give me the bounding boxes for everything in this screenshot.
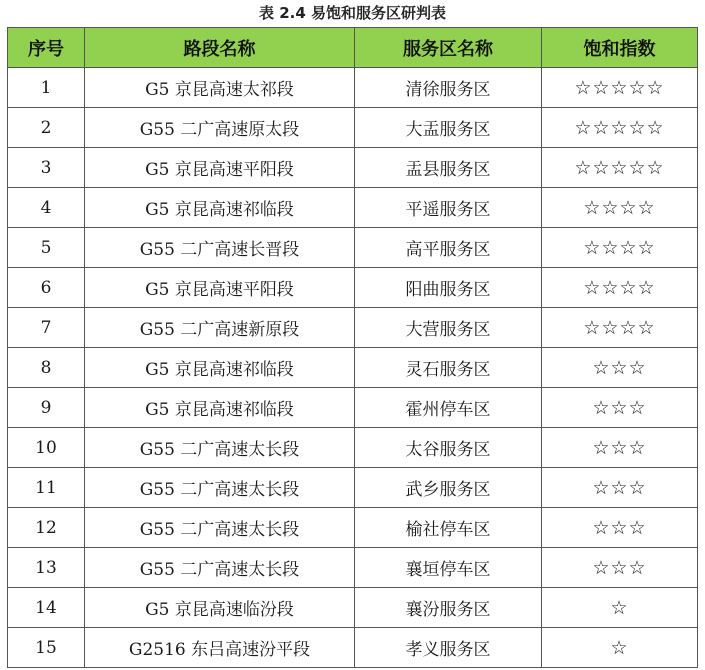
table-body bbox=[8, 68, 698, 668]
row-index-cell: 15 bbox=[8, 628, 85, 668]
row-index-cell: 12 bbox=[8, 508, 85, 548]
service-area-cell: 孝义服务区 bbox=[355, 628, 542, 668]
service-area-cell: 襄垣停车区 bbox=[355, 548, 542, 588]
header-service-area-name: 服务区名称 bbox=[355, 28, 542, 68]
table-row bbox=[8, 68, 698, 108]
saturation-stars-cell: ☆☆☆ bbox=[542, 468, 698, 508]
saturation-stars-cell: ☆☆☆☆ bbox=[542, 268, 698, 308]
road-name-cell: G5 京昆高速平阳段 bbox=[85, 148, 355, 188]
row-index-cell: 13 bbox=[8, 548, 85, 588]
saturation-stars-cell: ☆☆☆ bbox=[542, 548, 698, 588]
service-area-cell: 清徐服务区 bbox=[355, 68, 542, 108]
saturation-stars-cell: ☆☆☆☆ bbox=[542, 308, 698, 348]
saturation-stars-cell: ☆☆☆☆☆ bbox=[542, 148, 698, 188]
row-index-cell: 3 bbox=[8, 148, 85, 188]
service-area-cell: 霍州停车区 bbox=[355, 388, 542, 428]
row-index-cell: 8 bbox=[8, 348, 85, 388]
saturation-stars-cell: ☆☆☆☆☆ bbox=[542, 108, 698, 148]
table-row bbox=[8, 588, 698, 628]
row-index-cell: 1 bbox=[8, 68, 85, 108]
saturation-stars-cell: ☆☆☆☆ bbox=[542, 188, 698, 228]
road-name-cell: G55 二广高速太长段 bbox=[85, 508, 355, 548]
service-area-cell: 大盂服务区 bbox=[355, 108, 542, 148]
service-area-cell: 灵石服务区 bbox=[355, 348, 542, 388]
header-row bbox=[8, 28, 698, 68]
saturation-stars-cell: ☆☆☆ bbox=[542, 388, 698, 428]
saturation-stars-cell: ☆ bbox=[542, 628, 698, 668]
table-row bbox=[8, 428, 698, 468]
saturation-stars-cell: ☆☆☆☆☆ bbox=[542, 68, 698, 108]
service-area-cell: 榆社停车区 bbox=[355, 508, 542, 548]
service-area-cell: 高平服务区 bbox=[355, 228, 542, 268]
service-area-cell: 平遥服务区 bbox=[355, 188, 542, 228]
table-row bbox=[8, 228, 698, 268]
header-road-name: 路段名称 bbox=[85, 28, 355, 68]
road-name-cell: G55 二广高速长晋段 bbox=[85, 228, 355, 268]
header-saturation-index: 饱和指数 bbox=[542, 28, 698, 68]
table-row bbox=[8, 148, 698, 188]
road-name-cell: G55 二广高速太长段 bbox=[85, 428, 355, 468]
road-name-cell: G5 京昆高速祁临段 bbox=[85, 388, 355, 428]
saturation-stars-cell: ☆ bbox=[542, 588, 698, 628]
saturation-stars-cell: ☆☆☆ bbox=[542, 348, 698, 388]
table-row bbox=[8, 548, 698, 588]
service-area-cell: 武乡服务区 bbox=[355, 468, 542, 508]
saturation-stars-cell: ☆☆☆ bbox=[542, 428, 698, 468]
service-area-cell: 太谷服务区 bbox=[355, 428, 542, 468]
road-name-cell: G5 京昆高速太祁段 bbox=[85, 68, 355, 108]
row-index-cell: 11 bbox=[8, 468, 85, 508]
service-area-table bbox=[7, 27, 698, 668]
row-index-cell: 9 bbox=[8, 388, 85, 428]
table-row bbox=[8, 388, 698, 428]
road-name-cell: G55 二广高速原太段 bbox=[85, 108, 355, 148]
table-row bbox=[8, 108, 698, 148]
road-name-cell: G5 京昆高速祁临段 bbox=[85, 348, 355, 388]
service-area-cell: 襄汾服务区 bbox=[355, 588, 542, 628]
table-row bbox=[8, 308, 698, 348]
road-name-cell: G2516 东吕高速汾平段 bbox=[85, 628, 355, 668]
header-index: 序号 bbox=[8, 28, 85, 68]
row-index-cell: 7 bbox=[8, 308, 85, 348]
table-row bbox=[8, 508, 698, 548]
table-header bbox=[8, 28, 698, 68]
table-caption: 表 2.4 易饱和服务区研判表 bbox=[258, 4, 447, 22]
table-row bbox=[8, 268, 698, 308]
table-row bbox=[8, 628, 698, 668]
row-index-cell: 4 bbox=[8, 188, 85, 228]
table-row bbox=[8, 348, 698, 388]
row-index-cell: 14 bbox=[8, 588, 85, 628]
row-index-cell: 2 bbox=[8, 108, 85, 148]
road-name-cell: G5 京昆高速平阳段 bbox=[85, 268, 355, 308]
service-area-cell: 阳曲服务区 bbox=[355, 268, 542, 308]
row-index-cell: 5 bbox=[8, 228, 85, 268]
table-row bbox=[8, 188, 698, 228]
road-name-cell: G5 京昆高速祁临段 bbox=[85, 188, 355, 228]
saturation-stars-cell: ☆☆☆ bbox=[542, 508, 698, 548]
road-name-cell: G55 二广高速太长段 bbox=[85, 548, 355, 588]
table-row bbox=[8, 468, 698, 508]
saturation-stars-cell: ☆☆☆☆ bbox=[542, 228, 698, 268]
road-name-cell: G5 京昆高速临汾段 bbox=[85, 588, 355, 628]
service-area-cell: 盂县服务区 bbox=[355, 148, 542, 188]
row-index-cell: 6 bbox=[8, 268, 85, 308]
road-name-cell: G55 二广高速太长段 bbox=[85, 468, 355, 508]
road-name-cell: G55 二广高速新原段 bbox=[85, 308, 355, 348]
service-area-cell: 大营服务区 bbox=[355, 308, 542, 348]
row-index-cell: 10 bbox=[8, 428, 85, 468]
